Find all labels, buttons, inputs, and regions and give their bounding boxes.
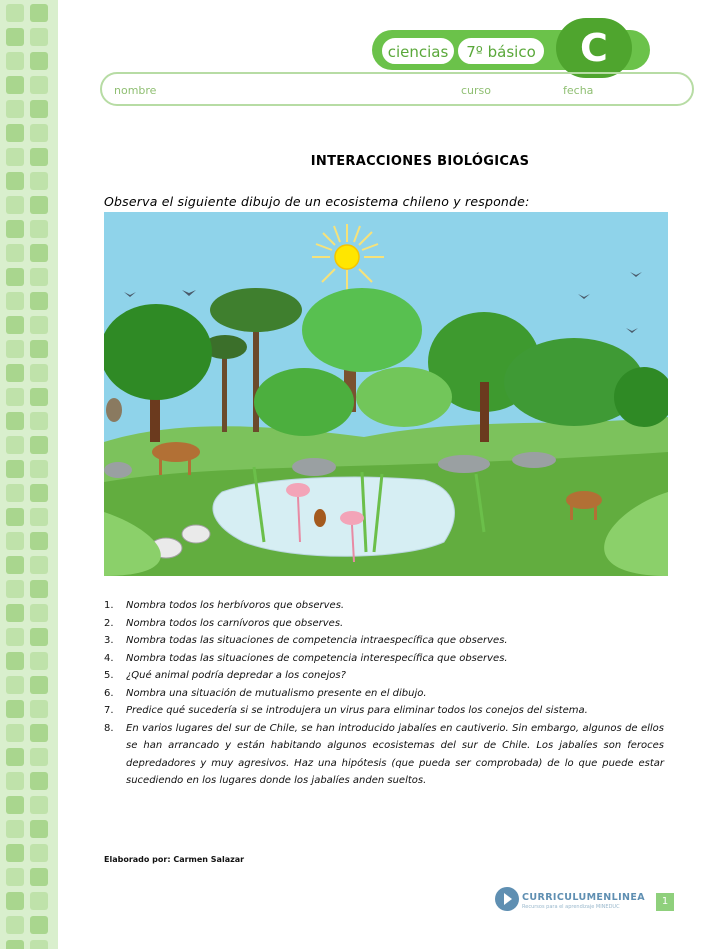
date-field-label[interactable]: fecha [563,84,594,97]
logo-text: CURRICULUMENLINEA [522,892,646,903]
question-number: 5. [104,670,114,681]
question-item [104,702,664,720]
author-credit: Elaborado por: Carmen Salazar [104,855,245,864]
question-text: Nombra todas las situaciones de competencia intraespecífica que observes. [126,635,508,646]
question-text: Nombra todos los carnívoros que observes. [126,617,344,629]
question-item [104,667,664,685]
ecosystem-illustration [104,212,668,576]
course-field-label[interactable]: curso [461,84,492,97]
duck [314,509,326,527]
question-number: 4. [104,652,114,664]
question-text: En varios lugares del sur de Chile, se han introducido jabalíes en cautiverio. Sin embargo, algunos de ellos se han arrancado y están habitando algunos ecosistemas del sur de Chile. Los jabalíes son feroces depredadores y muy agresivos. Haz una hipótesis (que pueda ser comprobada) de lo que puede estar sucediendo en los lugares donde los jabalíes anden sueltos. [126,722,664,786]
decorative-side-strip [0,0,58,949]
question-number: 1. [104,600,114,611]
grade-tag: 7º básico [458,38,544,64]
questions-list [104,597,664,790]
question-item [104,650,664,668]
question-number: 7. [104,705,114,716]
question-text: Nombra todas las situaciones de competencia interespecífica que observes. [126,652,508,664]
logo-subtitle: Recursos para el aprendizaje MINEDUC [522,904,620,910]
question-item [104,597,664,615]
question-number: 6. [104,687,114,699]
owl [106,398,122,422]
curriculum-logo-icon [494,886,520,912]
question-number: 2. [104,617,114,629]
question-item [104,720,664,790]
page-title [0,154,720,169]
question-number: 8. [104,722,114,734]
student-info-bar [100,72,694,106]
question-number: 3. [104,635,114,646]
name-field-label[interactable]: nombre [114,84,157,97]
question-text: Predice qué sucedería si se introdujera un virus para eliminar todos los conejos del sistema. [126,705,588,716]
question-item [104,615,664,633]
question-text: Nombra una situación de mutualismo presente en el dibujo. [126,687,427,699]
page-number: 1 [656,893,674,911]
question-item [104,632,664,650]
page-title-text: INTERACCIONES BIOLÓGICAS [310,154,530,169]
level-badge: C [556,18,632,78]
instruction-text: Observa el siguiente dibujo de un ecosistema chileno y responde: [104,194,530,209]
pond [213,477,454,556]
question-item [104,685,664,703]
question-text: Nombra todos los herbívoros que observes. [126,600,345,611]
question-text: ¿Qué animal podría depredar a los conejos? [126,670,346,681]
subject-tag: ciencias [382,38,454,64]
